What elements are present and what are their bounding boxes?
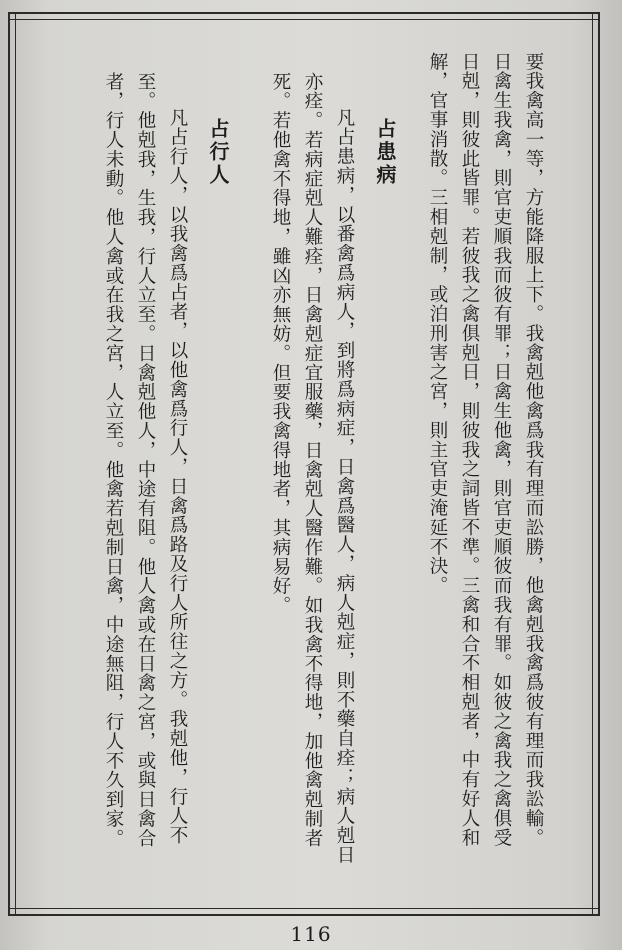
text-column: 亦痊。若病症剋人難痊，日禽剋症宜服藥，日禽剋人醫作難。如我禽不得地，加他禽剋制者 — [302, 72, 323, 848]
corner-ornament — [8, 908, 16, 916]
text-column: 日禽生我禽，則官吏順我而彼有罪；日禽生他禽，則官吏順彼而我有罪。如彼之禽我之禽俱受 — [491, 52, 512, 848]
text-column: 至。他剋我，生我，行人立至。日禽剋他人，中途有阻。他人禽或在日禽之宮，或與日禽合 — [135, 72, 156, 848]
section-heading-traveler: 占行人 — [206, 118, 230, 187]
section-heading-illness: 占患病 — [373, 118, 397, 187]
text-column: 者，行人未動。他人禽或在我之宮，人立至。他禽若剋制日禽，中途無阻，行人不久到家。 — [103, 72, 124, 848]
text-column: 凡占患病，以番禽爲病人，到將爲病症，日禽爲醫人，病人剋症，則不藥自痊；病人剋日 — [334, 108, 355, 865]
corner-ornament — [592, 12, 600, 20]
text-column: 日剋，則彼此皆罪。若彼我之禽俱剋日，則彼我之詞皆不準。三禽和合不相剋者，中有好人和 — [459, 52, 480, 848]
text-column: 要我禽高一等，方能降服上下。我禽剋他禽爲我有理而訟勝，他禽剋我禽爲彼有理而我訟輸。 — [523, 52, 544, 848]
corner-ornament — [8, 12, 16, 20]
page-number: 116 — [290, 922, 332, 946]
text-column: 解，官事消散。三相剋制，或泊刑害之宮，則主官吏淹延不決。 — [427, 52, 448, 596]
corner-ornament — [592, 908, 600, 916]
text-column: 死。若他禽不得地，雖凶亦無妨。但要我禽得地者，其病易好。 — [270, 72, 291, 616]
text-column: 凡占行人，以我禽爲占者，以他禽爲行人，日禽爲路及行人所往之方。我剋他，行人不 — [167, 108, 188, 846]
